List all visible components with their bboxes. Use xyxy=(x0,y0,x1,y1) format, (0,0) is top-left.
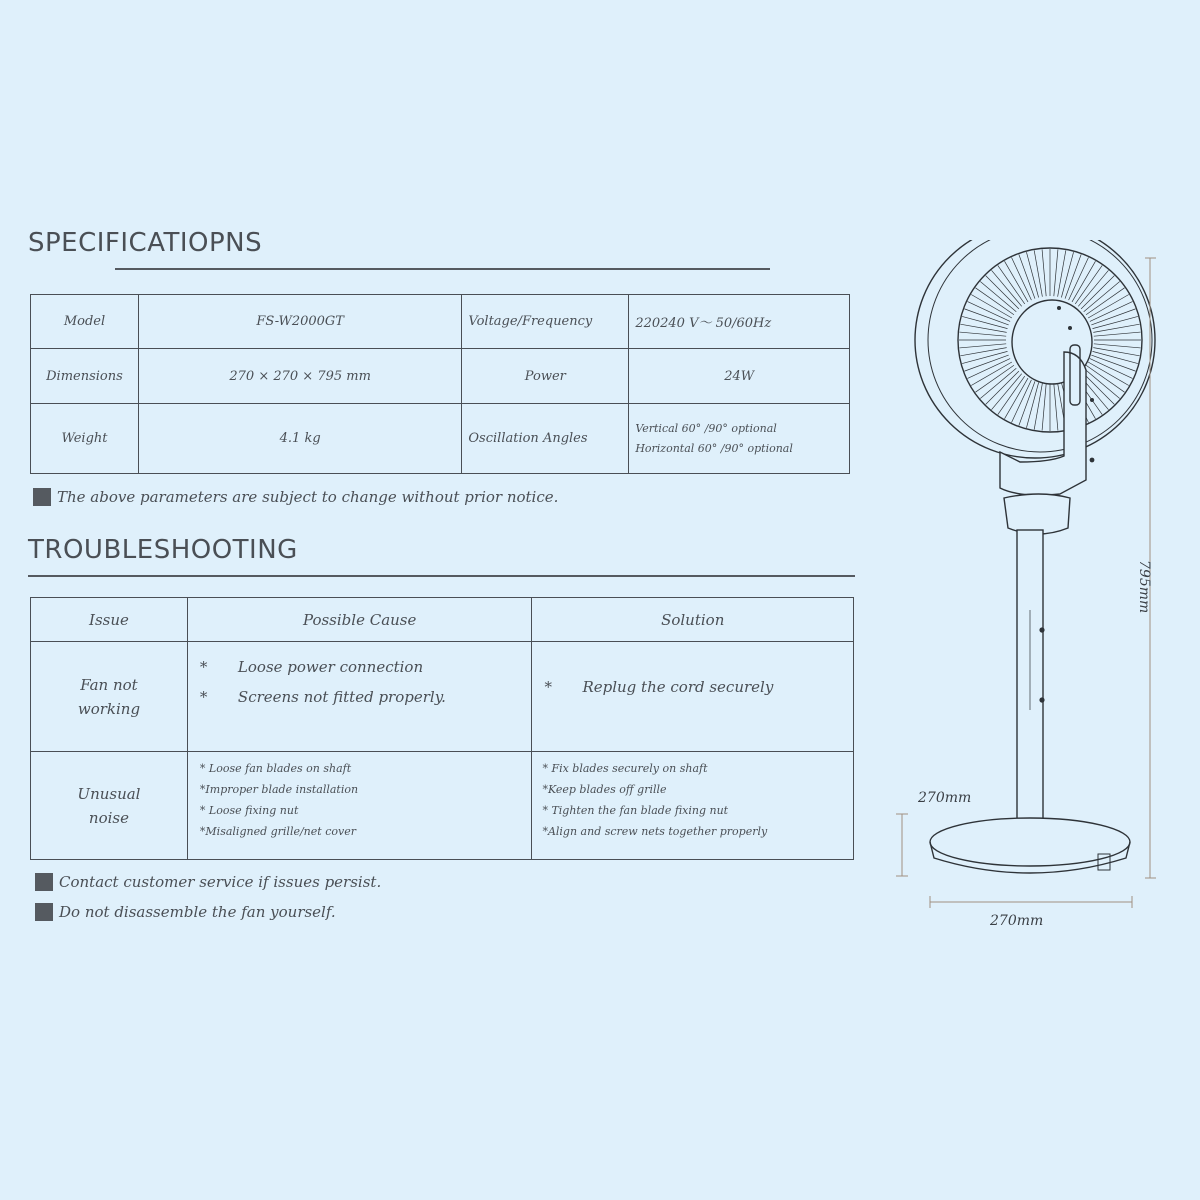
disassemble-note xyxy=(35,903,336,921)
grille-spoke xyxy=(1034,250,1042,296)
grille-spoke xyxy=(1042,384,1046,431)
specifications-title: SPECIFICATIOPNS xyxy=(28,228,263,258)
grille-spoke xyxy=(1091,355,1135,371)
spec-row-model xyxy=(31,295,850,349)
note-text: Do not disassemble the fan yourself. xyxy=(59,903,336,921)
spec-value: FS-W2000GT xyxy=(138,295,461,349)
fan-diagram-illustration xyxy=(880,240,1180,940)
list-item: *Align and screw nets together properly xyxy=(542,825,768,838)
spec-label: Model xyxy=(31,295,139,349)
grille-spoke xyxy=(1093,351,1138,363)
spec-value: 270 × 270 × 795 mm xyxy=(138,349,461,404)
width-dimension-label: 270mm xyxy=(990,913,1044,929)
grille-spoke xyxy=(1084,368,1120,398)
grille-spoke xyxy=(1093,348,1139,356)
grille-spoke xyxy=(1078,270,1108,306)
spec-value: 4.1 kg xyxy=(138,404,461,474)
specifications-divider xyxy=(115,268,770,270)
spec-label: Dimensions xyxy=(31,349,139,404)
grille-spoke xyxy=(960,324,1006,332)
grille-spoke xyxy=(1094,344,1141,348)
specifications-note xyxy=(33,488,558,506)
list-item: * Replug the cord securely xyxy=(544,678,774,696)
service-note xyxy=(35,873,381,891)
grille-spoke xyxy=(1086,288,1125,315)
cause-cell xyxy=(187,642,532,752)
grille-spoke xyxy=(960,348,1006,356)
spec-label: Weight xyxy=(31,404,139,474)
issue-cell: Fan not working xyxy=(31,642,188,752)
header-issue: Issue xyxy=(31,598,188,642)
grille-spoke xyxy=(1081,276,1114,309)
grille-spoke xyxy=(1054,249,1058,296)
list-item: * Screens not fitted properly. xyxy=(199,688,446,706)
spec-value: 24W xyxy=(629,349,850,404)
grille-spoke xyxy=(998,376,1025,415)
table-row xyxy=(31,752,854,860)
spec-label: Power xyxy=(462,349,629,404)
grille-spoke xyxy=(998,265,1025,304)
grille-spoke xyxy=(964,355,1008,371)
list-item: *Misaligned grille/net cover xyxy=(199,825,356,838)
header-solution: Solution xyxy=(532,598,854,642)
note-square-icon xyxy=(35,903,53,921)
spec-label: Oscillation Angles xyxy=(462,404,629,474)
grille-spoke xyxy=(1091,309,1135,325)
note-text: Contact customer service if issues persist. xyxy=(59,873,382,891)
angle-vertical: Vertical 60° /90° optional xyxy=(635,421,777,435)
fan-base xyxy=(930,818,1130,866)
depth-dimension-label: 270mm xyxy=(918,790,972,806)
grille-spoke xyxy=(964,309,1008,325)
grille-spoke xyxy=(1093,324,1139,332)
spec-label: Voltage/Frequency xyxy=(462,295,629,349)
grille-spoke xyxy=(959,344,1006,348)
list-item: *Keep blades off grille xyxy=(542,783,667,796)
troubleshooting-divider xyxy=(28,575,855,577)
grille-spoke xyxy=(1019,254,1035,298)
grille-spoke xyxy=(986,276,1019,309)
grille-spoke xyxy=(959,332,1006,336)
list-item: *Improper blade installation xyxy=(199,783,359,796)
note-square-icon xyxy=(35,873,53,891)
grille-spoke xyxy=(1065,254,1081,298)
height-dimension-label: 795mm xyxy=(1136,560,1152,614)
grille-spoke xyxy=(1026,252,1038,297)
grille-spoke xyxy=(1094,332,1141,336)
spec-value-angles xyxy=(629,404,850,474)
grille-spoke xyxy=(962,351,1007,363)
grille-spoke xyxy=(1093,316,1138,328)
list-item: * Loose power connection xyxy=(199,658,424,676)
specifications-table xyxy=(30,294,850,474)
angle-horizontal: Horizontal 60° /90° optional xyxy=(635,441,793,455)
solution-cell xyxy=(532,642,854,752)
solution-cell xyxy=(532,752,854,860)
grille-spoke xyxy=(975,365,1014,392)
grille-spoke xyxy=(992,374,1022,410)
cause-cell xyxy=(187,752,532,860)
header-cause: Possible Cause xyxy=(187,598,532,642)
grille-spoke xyxy=(1086,365,1125,392)
grille-spoke xyxy=(975,288,1014,315)
grille-spoke xyxy=(962,316,1007,328)
grille-spoke xyxy=(1019,381,1035,425)
spec-row-dimensions xyxy=(31,349,850,404)
grille-spoke xyxy=(1058,250,1066,296)
grille-spoke xyxy=(1061,252,1073,297)
spec-row-weight xyxy=(31,404,850,474)
list-item: * Loose fixing nut xyxy=(199,804,299,817)
troubleshooting-table xyxy=(30,597,854,860)
grille-spoke xyxy=(1075,265,1102,304)
troubleshooting-title: TROUBLESHOOTING xyxy=(28,535,298,565)
fan-collar xyxy=(1004,494,1070,534)
issue-cell: Unusual noise xyxy=(31,752,188,860)
grille-spoke xyxy=(980,368,1016,398)
note-text: The above parameters are subject to change without prior notice. xyxy=(57,488,559,506)
grille-spoke xyxy=(1054,384,1058,431)
troubleshooting-header-row xyxy=(31,598,854,642)
list-item: * Fix blades securely on shaft xyxy=(542,762,708,775)
grille-spoke xyxy=(1084,282,1120,312)
grille-spoke xyxy=(986,371,1019,404)
grille-spoke xyxy=(1026,383,1038,428)
grille-spoke xyxy=(980,282,1016,312)
grille-spoke xyxy=(992,270,1022,306)
list-item: * Loose fan blades on shaft xyxy=(199,762,352,775)
grille-spoke xyxy=(1034,383,1042,429)
table-row xyxy=(31,642,854,752)
grille-spoke xyxy=(1042,249,1046,296)
note-square-icon xyxy=(33,488,51,506)
list-item: * Tighten the fan blade fixing nut xyxy=(542,804,729,817)
spec-value: 220240 V～ 50/60Hz xyxy=(629,295,850,349)
